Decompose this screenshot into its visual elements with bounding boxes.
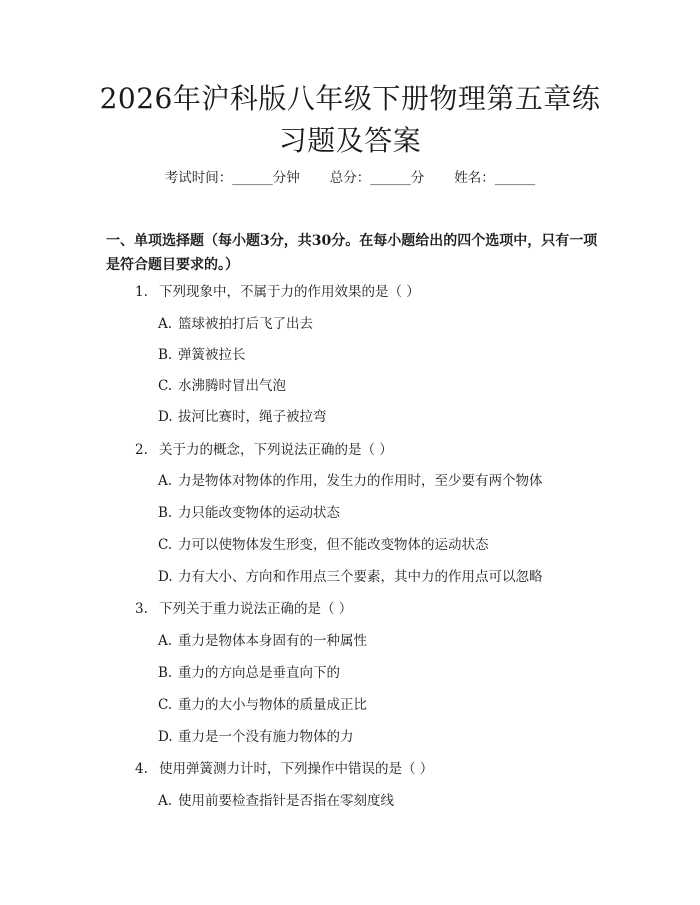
option-text: 使用前要检查指针是否指在零刻度线 bbox=[178, 793, 394, 809]
option-label: D. bbox=[158, 729, 173, 745]
question-3 bbox=[135, 599, 352, 619]
question-number: 2. bbox=[135, 442, 148, 458]
option-label: C. bbox=[158, 537, 173, 553]
option-label: A. bbox=[158, 473, 173, 489]
option-text: 重力是一个没有施力物体的力 bbox=[178, 729, 354, 745]
question-1 bbox=[135, 282, 420, 302]
exam-info-line bbox=[0, 168, 700, 188]
question-3-option-d bbox=[158, 727, 354, 747]
option-text: 篮球被拍打后飞了出去 bbox=[178, 316, 313, 332]
option-text: 重力的大小与物体的质量成正比 bbox=[178, 697, 367, 713]
option-text: 力是物体对物体的作用，发生力的作用时，至少要有两个物体 bbox=[178, 473, 543, 489]
option-label: A. bbox=[158, 633, 173, 649]
option-label: C. bbox=[158, 697, 173, 713]
total-score-field: 总分：______分 bbox=[329, 170, 425, 186]
question-2-option-b bbox=[158, 503, 340, 523]
option-text: 力有大小、方向和作用点三个要素，其中力的作用点可以忽略 bbox=[178, 569, 543, 585]
question-text: 下列关于重力说法正确的是（ ） bbox=[159, 601, 353, 617]
option-text: 水沸腾时冒出气泡 bbox=[178, 378, 286, 394]
option-text: 力只能改变物体的运动状态 bbox=[178, 505, 340, 521]
question-text: 使用弹簧测力计时，下列操作中错误的是（ ） bbox=[159, 761, 434, 777]
option-label: D. bbox=[158, 409, 173, 425]
question-number: 3. bbox=[135, 601, 148, 617]
question-number: 1. bbox=[135, 284, 148, 300]
question-number: 4. bbox=[135, 761, 148, 777]
question-1-option-a bbox=[158, 314, 313, 334]
section-heading-single-choice: 一、单项选择题（每小题3分，共30分。在每小题给出的四个选项中，只有一项是符合题目要求的。） bbox=[106, 233, 598, 273]
option-label: D. bbox=[158, 569, 173, 585]
option-text: 弹簧被拉长 bbox=[178, 347, 246, 363]
option-label: A. bbox=[158, 316, 173, 332]
question-1-option-b bbox=[158, 345, 246, 365]
option-label: B. bbox=[158, 505, 173, 521]
option-label: C. bbox=[158, 378, 173, 394]
option-text: 拔河比赛时，绳子被拉弯 bbox=[178, 409, 327, 425]
question-2-option-a bbox=[158, 471, 543, 491]
option-text: 重力是物体本身固有的一种属性 bbox=[178, 633, 367, 649]
student-name-field: 姓名：______ bbox=[454, 170, 536, 186]
question-3-option-b bbox=[158, 663, 340, 683]
option-label: A. bbox=[158, 793, 173, 809]
question-text: 关于力的概念，下列说法正确的是（ ） bbox=[159, 442, 393, 458]
question-1-option-d bbox=[158, 407, 327, 427]
question-2 bbox=[135, 440, 393, 460]
question-4 bbox=[135, 759, 433, 779]
option-text: 力可以使物体发生形变，但不能改变物体的运动状态 bbox=[178, 537, 489, 553]
question-text: 下列现象中，不属于力的作用效果的是（ ） bbox=[159, 284, 420, 300]
question-3-option-a bbox=[158, 631, 367, 651]
question-1-option-c bbox=[158, 376, 286, 396]
option-text: 重力的方向总是垂直向下的 bbox=[178, 665, 340, 681]
question-2-option-c bbox=[158, 535, 489, 555]
option-label: B. bbox=[158, 347, 173, 363]
question-2-option-d bbox=[158, 567, 543, 587]
option-label: B. bbox=[158, 665, 173, 681]
exam-time-field: 考试时间：______分钟 bbox=[164, 170, 300, 186]
question-3-option-c bbox=[158, 695, 367, 715]
question-4-option-a bbox=[158, 791, 394, 811]
page-title: 2026年沪科版八年级下册物理第五章练习题及答案 bbox=[99, 82, 601, 157]
